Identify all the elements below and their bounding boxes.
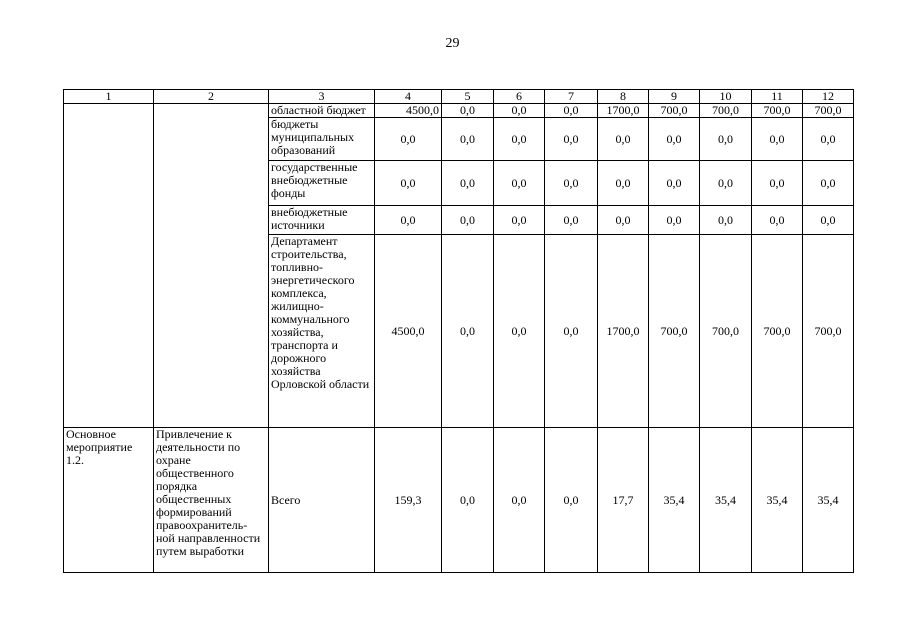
value-cell: 700,0	[803, 235, 854, 428]
value-cell: 0,0	[803, 118, 854, 161]
value-cell: 0,0	[494, 235, 545, 428]
value-cell: 0,0	[494, 428, 545, 573]
value-cell: 0,0	[700, 206, 752, 235]
value-cell: 700,0	[649, 235, 700, 428]
column-header: 11	[752, 90, 803, 104]
value-cell: 0,0	[442, 118, 494, 161]
value-cell: 1700,0	[598, 104, 649, 118]
value-cell: 0,0	[442, 206, 494, 235]
value-cell: 35,4	[700, 428, 752, 573]
value-cell: 0,0	[545, 235, 598, 428]
value-cell: 0,0	[752, 206, 803, 235]
value-cell: 0,0	[442, 161, 494, 206]
value-cell: 700,0	[649, 104, 700, 118]
value-cell: 159,3	[375, 428, 442, 573]
value-cell: 1700,0	[598, 235, 649, 428]
value-cell: 0,0	[649, 118, 700, 161]
table-row	[64, 428, 854, 573]
column-header: 6	[494, 90, 545, 104]
value-cell: 0,0	[598, 206, 649, 235]
column-header: 4	[375, 90, 442, 104]
value-cell: 700,0	[803, 104, 854, 118]
funding-source-cell: государственные внебюджетные фонды	[269, 161, 375, 206]
funding-source-cell: бюджеты муниципальных образований	[269, 118, 375, 161]
value-cell: 0,0	[442, 104, 494, 118]
activity-cell-empty	[64, 104, 154, 428]
description-cell: Привлечение к деятельности по охране общественного порядка общественных формирований правоохранитель-ной направленности путем выработки	[154, 428, 269, 573]
value-cell: 4500,0	[375, 235, 442, 428]
header-row	[64, 90, 854, 104]
value-cell: 0,0	[545, 118, 598, 161]
column-header: 10	[700, 90, 752, 104]
value-cell: 0,0	[752, 161, 803, 206]
value-cell: 0,0	[494, 161, 545, 206]
value-cell: 700,0	[700, 104, 752, 118]
value-cell: 17,7	[598, 428, 649, 573]
value-cell: 4500,0	[375, 104, 442, 118]
value-cell: 700,0	[752, 104, 803, 118]
value-cell: 700,0	[700, 235, 752, 428]
value-cell: 0,0	[375, 206, 442, 235]
column-header: 5	[442, 90, 494, 104]
column-header: 8	[598, 90, 649, 104]
column-header: 12	[803, 90, 854, 104]
value-cell: 0,0	[494, 206, 545, 235]
funding-source-cell: Департамент строительства, топливно-энергетического комплекса, жилищно-коммунального хозяйства, транспорта и дорожного хозяйства Орловской области	[269, 235, 375, 428]
column-header: 9	[649, 90, 700, 104]
value-cell: 0,0	[545, 206, 598, 235]
value-cell: 35,4	[649, 428, 700, 573]
value-cell: 35,4	[803, 428, 854, 573]
value-cell: 0,0	[442, 235, 494, 428]
value-cell: 0,0	[545, 104, 598, 118]
value-cell: 35,4	[752, 428, 803, 573]
activity-cell: Основное мероприятие 1.2.	[64, 428, 154, 573]
value-cell: 0,0	[375, 161, 442, 206]
column-header: 2	[154, 90, 269, 104]
value-cell: 0,0	[598, 118, 649, 161]
value-cell: 0,0	[545, 428, 598, 573]
value-cell: 0,0	[649, 161, 700, 206]
budget-table	[63, 89, 854, 573]
value-cell: 0,0	[494, 104, 545, 118]
value-cell: 0,0	[649, 206, 700, 235]
value-cell: 0,0	[803, 206, 854, 235]
table-row	[64, 104, 854, 118]
value-cell: 0,0	[442, 428, 494, 573]
page-number: 29	[445, 36, 460, 51]
column-header: 7	[545, 90, 598, 104]
value-cell: 0,0	[494, 118, 545, 161]
value-cell: 0,0	[545, 161, 598, 206]
value-cell: 0,0	[598, 161, 649, 206]
column-header: 3	[269, 90, 375, 104]
value-cell: 0,0	[375, 118, 442, 161]
description-cell-empty	[154, 104, 269, 428]
funding-source-cell: внебюджетные источники	[269, 206, 375, 235]
value-cell: 0,0	[700, 161, 752, 206]
value-cell: 700,0	[752, 235, 803, 428]
funding-source-cell: Всего	[269, 428, 375, 573]
value-cell: 0,0	[752, 118, 803, 161]
column-header: 1	[64, 90, 154, 104]
funding-source-cell: областной бюджет	[269, 104, 375, 118]
value-cell: 0,0	[700, 118, 752, 161]
value-cell: 0,0	[803, 161, 854, 206]
